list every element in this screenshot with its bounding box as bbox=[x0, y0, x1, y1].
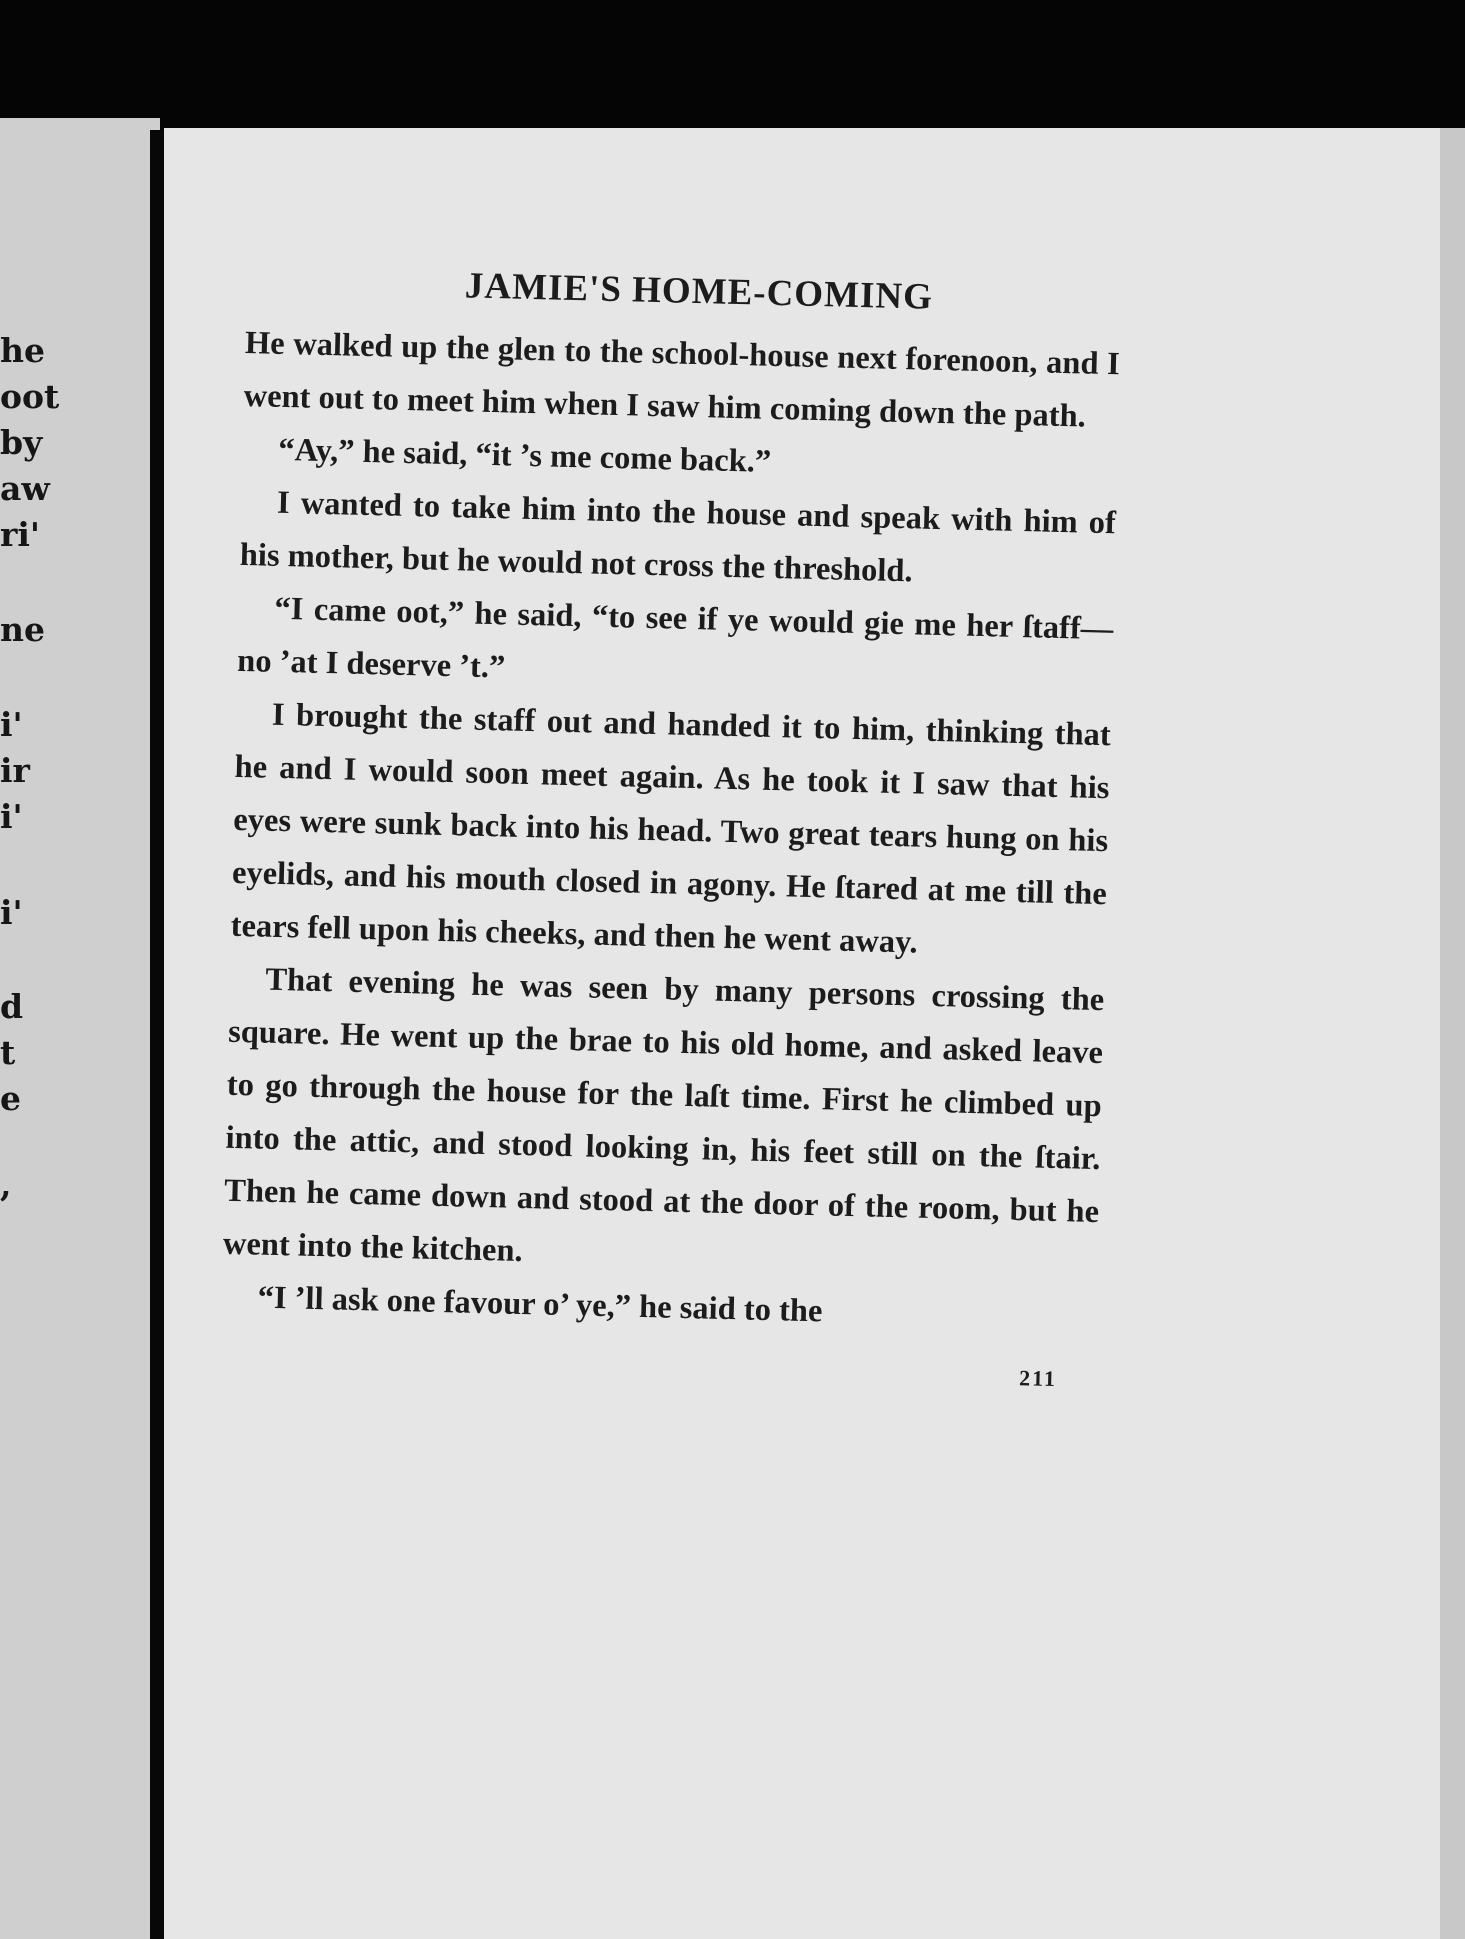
paragraph: “Ay,” he said, “it ’s me come back.” bbox=[277, 431, 772, 480]
left-page-text-fragment: ir bbox=[0, 751, 30, 790]
page-text-block bbox=[220, 262, 1122, 1393]
left-page-text-fragment: oot bbox=[0, 377, 60, 416]
left-page-text-fragment: ri' bbox=[0, 515, 41, 554]
left-page-text-fragment: , bbox=[0, 1165, 12, 1204]
paragraph: “I came oot,” he said, “to see if ye would gie me her ſtaff—no ’at I deserve ’t.” bbox=[236, 590, 1114, 686]
left-page-text-fragment: t bbox=[0, 1033, 16, 1072]
paragraph: “I ’ll ask one favour o’ ye,” he said to the bbox=[257, 1279, 823, 1330]
left-page-text-fragment: i' bbox=[0, 705, 23, 744]
paragraph: I wanted to take him into the house and speak with him of his mother, but he would not cross the threshold. bbox=[239, 484, 1117, 590]
page-edge bbox=[1440, 128, 1465, 1939]
left-page-text-fragment: he bbox=[0, 331, 45, 370]
page-number: 211 bbox=[1018, 1365, 1058, 1392]
left-page-text-fragment: d bbox=[0, 987, 24, 1026]
left-page-text-fragment: aw bbox=[0, 469, 50, 508]
running-head: JAMIE'S HOME-COMING bbox=[464, 265, 934, 318]
left-page-text-fragment: i' bbox=[0, 893, 23, 932]
left-page-text-fragment: i' bbox=[0, 797, 23, 836]
book-gutter bbox=[150, 130, 164, 1939]
paragraph: I brought the staff out and handed it to him, thinking that he and I would soon meet again. As he took it I saw that his eyes were sunk back into his head. Two great tears hung on his eyelids, and his mouth closed in agony. He ſtared at me till the tears fell upon his cheeks, and then he went away. bbox=[230, 696, 1112, 961]
paragraph: He walked up the glen to the school-house next forenoon, and I went out to meet him when I saw him coming down the path. bbox=[243, 324, 1121, 435]
paragraph: That evening he was seen by many persons crossing the square. He went up the brae to his old home, and asked leave to go through the house for the laſt time. First he climbed up into the attic, and stood looking in, his feet still on the ſtair. Then he came down and stood at the door of the room, but he went into the kitchen. bbox=[222, 961, 1105, 1270]
left-page-text-fragment: ne bbox=[0, 610, 45, 649]
left-page-fragment bbox=[0, 118, 160, 1939]
left-page-text-fragment: e bbox=[0, 1079, 21, 1118]
left-page-text-fragment: by bbox=[0, 423, 43, 462]
